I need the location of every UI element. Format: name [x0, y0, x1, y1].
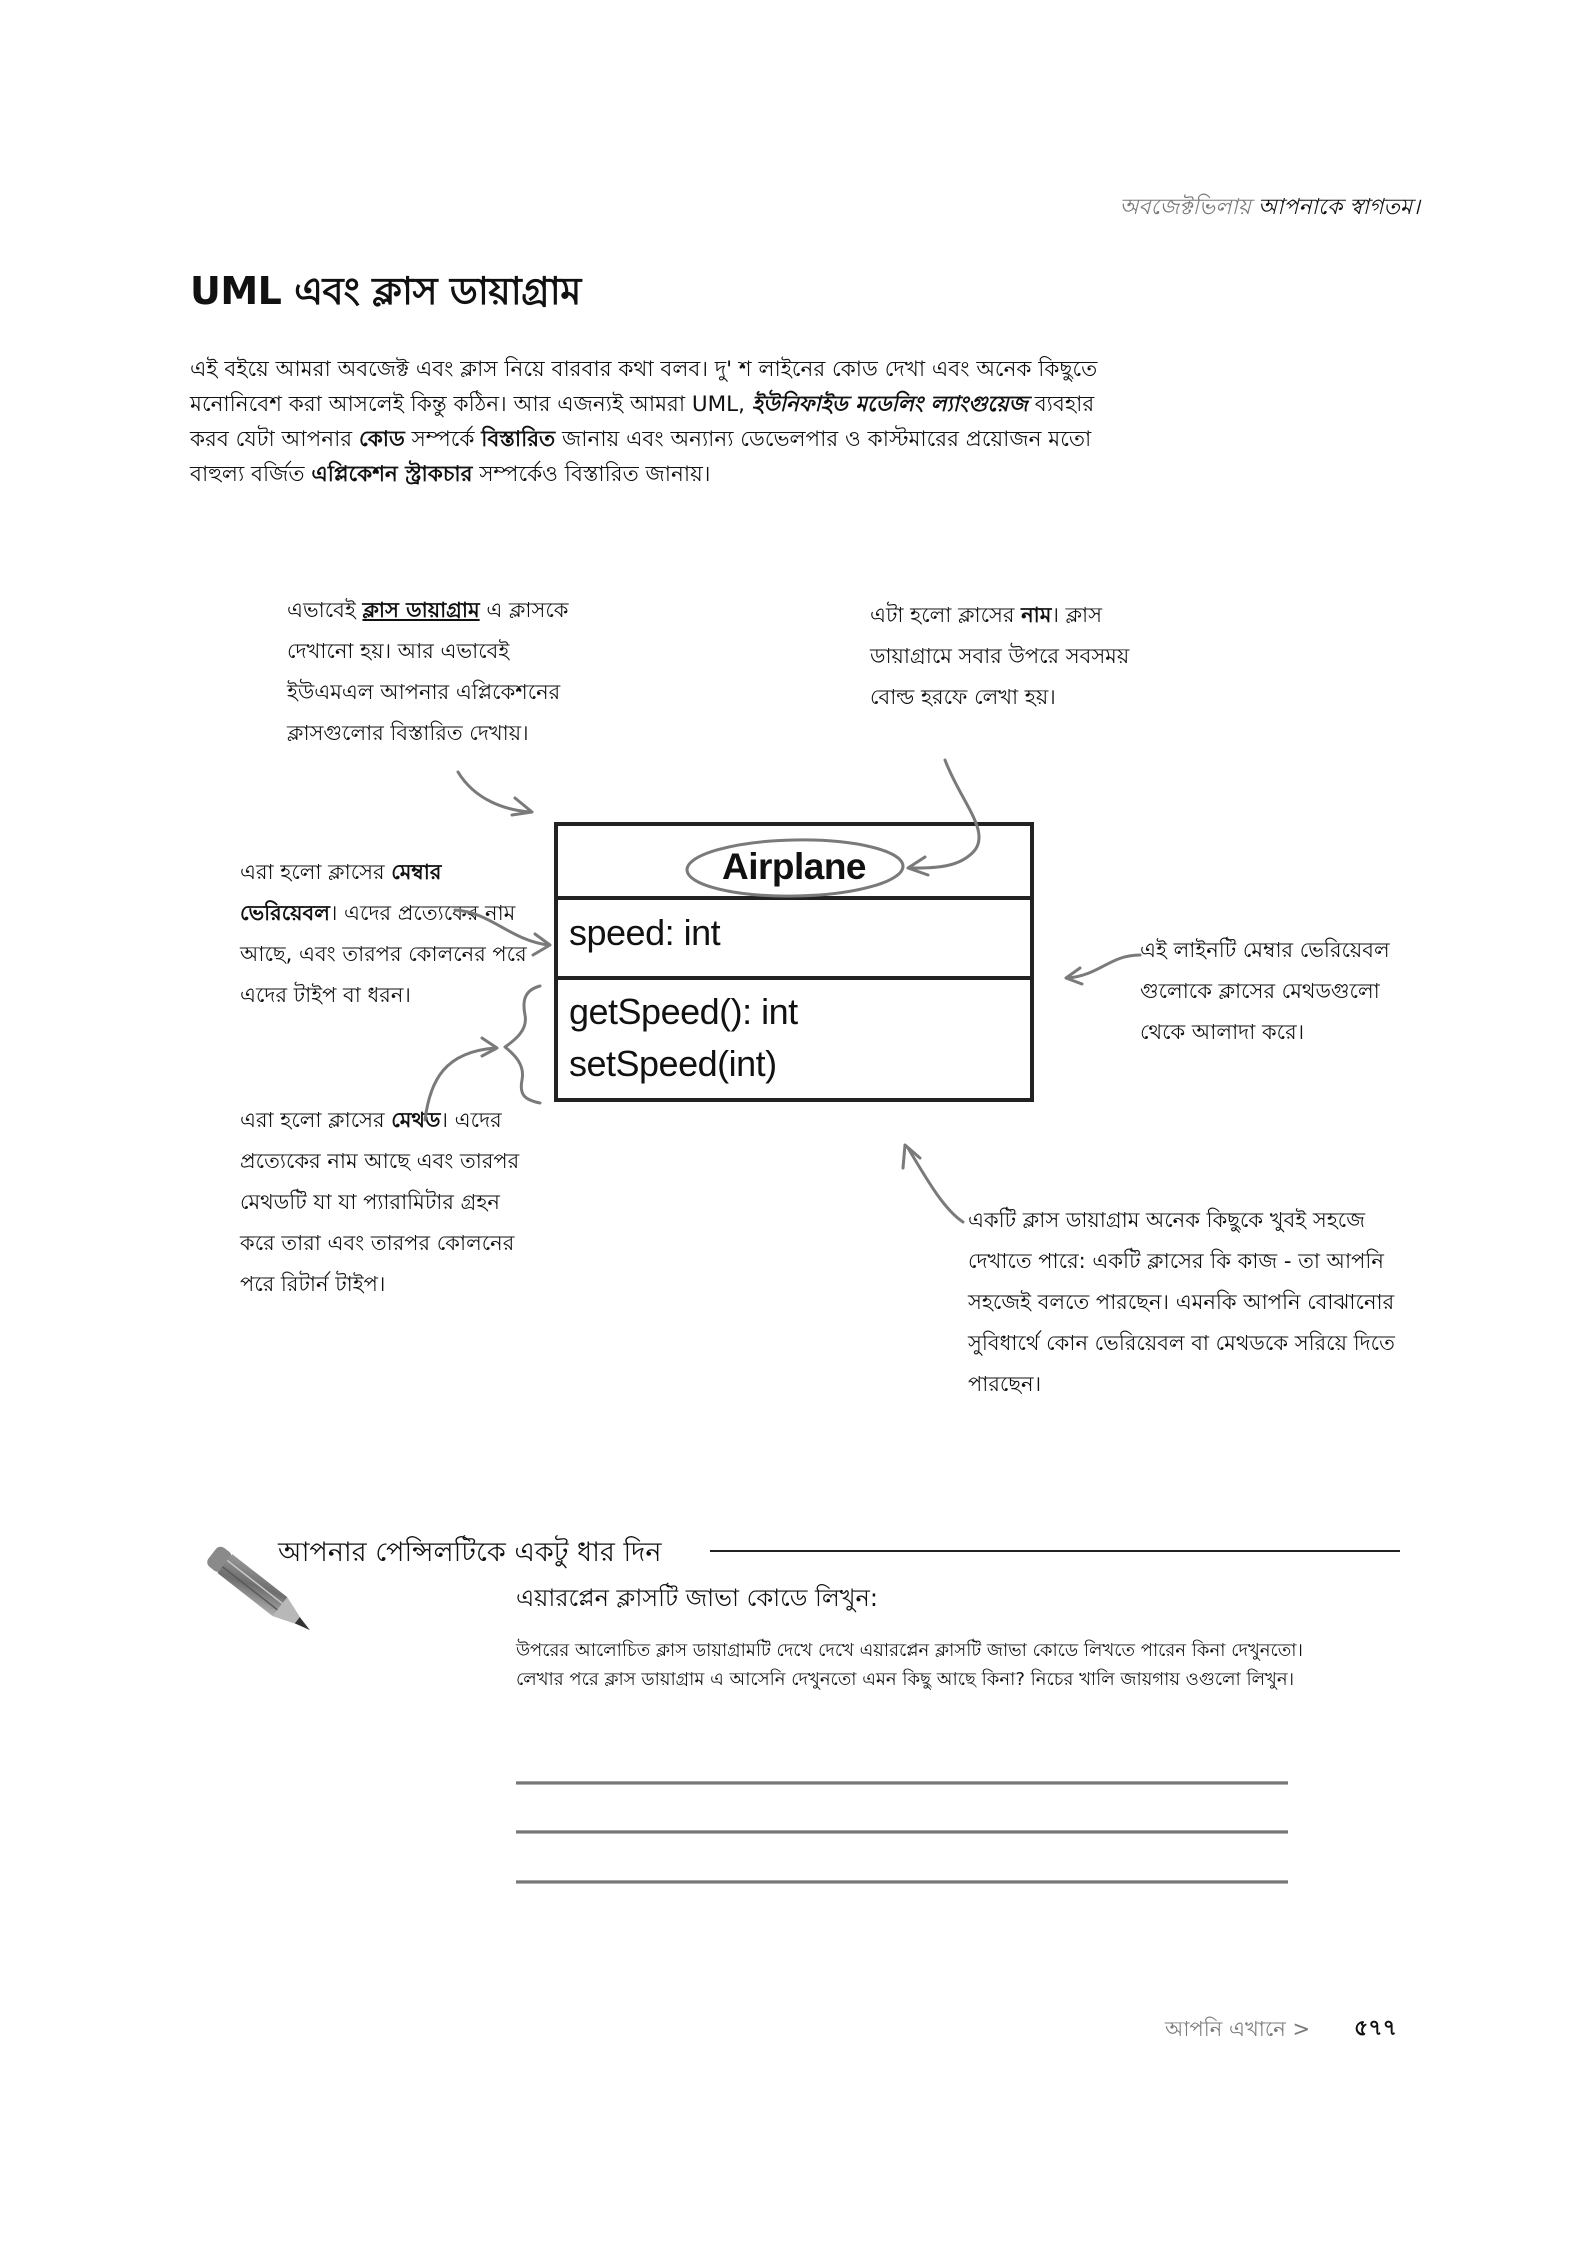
running-head [1000, 190, 1420, 227]
uml-class-name: Airplane [721, 846, 867, 887]
intro-text: সম্পর্কে [404, 427, 482, 452]
uml-method: setSpeed(int) [569, 1043, 777, 1084]
arrowhead-methods [482, 1038, 497, 1056]
uml-name-compartment [558, 826, 1030, 900]
uml-method: getSpeed(): int [569, 991, 798, 1032]
note-text: এভাবেই [287, 598, 363, 622]
page-title: UML এবং ক্লাস ডায়াগ্রাম [190, 269, 581, 313]
note-text: এ ক্লাসকে দেখানো হয়। আর এভাবেই ইউএমএল আপনার এপ্লিকেশনের ক্লাসগুলোর বিস্তারিত দেখায়। [287, 598, 569, 745]
answer-line[interactable] [516, 1830, 1288, 1834]
exercise-instructions: উপরের আলোচিত ক্লাস ডায়াগ্রামটি দেখে দেখে এয়ারপ্লেন ক্লাসটি জাভা কোডে লিখতে পারেন কিনা দেখুনতো। লেখার পরে ক্লাস ডায়াগ্রাম এ আসেনি দেখুনতো এমন কিছু আছে কিনা? নিচের খালি জায়গায় ওগুলো লিখুন। [516, 1640, 1303, 1690]
note-text: । এদের প্রত্যেকের নাম আছে এবং তারপর মেথডটি যা যা প্যারামিটার গ্রহন করে তারা এবং তারপর কোলনের পরে রিটার্ন টাইপ। [240, 1108, 520, 1296]
answer-line[interactable] [516, 1880, 1288, 1884]
uml-class-box [554, 822, 1034, 1102]
note-separator-line: এই লাইনটি মেম্বার ভেরিয়েবল গুলোকে ক্লাসের মেথডগুলো থেকে আলাদা করে। [1140, 938, 1390, 1044]
arrow-summary [908, 1148, 963, 1222]
note-text: এরা হলো ক্লাসের [240, 1108, 392, 1132]
intro-bold-detail: বিস্তারিত [481, 427, 556, 452]
note-summary: একটি ক্লাস ডায়াগ্রাম অনেক কিছুকে খুবই সহজে দেখাতে পারে: একটি ক্লাসের কি কাজ - তা আপনি সহজেই বলতে পারছেন। এমনকি আপনি বোঝানোর সুবিধার্থে কোন ভেরিয়েবল বা মেথডকে সরিয়ে দিতে পারছেন। [968, 1208, 1395, 1396]
uml-methods-compartment [558, 980, 1030, 1090]
arrowhead-class-diagram [512, 798, 532, 815]
note-member-variables [240, 852, 540, 1016]
intro-bold-structure: এপ্লিকেশন স্ট্রাকচার [311, 462, 473, 487]
page-number: ৫৭৭ [1354, 2016, 1397, 2041]
footer-breadcrumb: আপনি এখানে > [1165, 2017, 1311, 2041]
note-class-diagram [287, 590, 587, 754]
uml-attributes-compartment [558, 900, 1030, 980]
arrowhead-summary [903, 1145, 920, 1168]
note-emphasis: মেথড [391, 1108, 441, 1132]
intro-text: এই বইয়ে আমরা অবজেক্ট এবং ক্লাস নিয়ে বারবার কথা বলব। দু' শ লাইনের কোড দেখা এবং অনেক কিছুতে মনোনিবেশ করা আসলেই কিন্তু কঠিন। আর এজন্যই আমরা UML, [190, 357, 1098, 417]
intro-paragraph [190, 352, 1110, 492]
exercise-subtitle: এয়ারপ্লেন ক্লাসটি জাভা কোডে লিখুন: [516, 1584, 878, 1612]
answer-line[interactable] [516, 1781, 1288, 1785]
arrow-class-diagram [458, 772, 530, 812]
arrow-separator [1068, 955, 1140, 978]
intro-bold-code: কোড [358, 427, 405, 452]
arrowhead-separator [1066, 968, 1082, 984]
running-head-part1: অবজেক্টভিলায় [1119, 195, 1251, 220]
note-emphasis: মেম্বার ভেরিয়েবল [240, 860, 442, 925]
note-text: এটা হলো ক্লাসের [870, 603, 1022, 627]
intro-emphasis-uml: ইউনিফাইড মডেলিং ল্যাংগুয়েজ [751, 392, 1028, 417]
intro-text: ব্যবহার করব যেটা আপনার [190, 392, 1095, 452]
uml-attribute: speed: int [569, 912, 721, 953]
intro-text: জানায় এবং অন্যান্য ডেভেলপার ও কাস্টমারের প্রয়োজন মতো বাহুল্য বর্জিত [190, 427, 1092, 487]
note-text: । এদের প্রত্যেকের নাম আছে, এবং তারপর কোলনের পরে এদের টাইপ বা ধরন। [240, 901, 527, 1007]
running-head-part2: আপনাকে স্বাগতম। [1257, 195, 1420, 220]
exercise-title-rule [710, 1550, 1400, 1552]
note-emphasis: ক্লাস ডায়াগ্রাম [362, 598, 480, 622]
note-class-name [870, 595, 1150, 718]
intro-text: সম্পর্কেও বিস্তারিত জানায়। [472, 462, 711, 487]
note-methods [240, 1100, 520, 1305]
exercise-title: আপনার পেন্সিলটিকে একটু ধার দিন [278, 1537, 662, 1568]
note-emphasis: নাম [1021, 603, 1052, 627]
note-text: । ক্লাস ডায়াগ্রামে সবার উপরে সবসময় বোল্ড হরফে লেখা হয়। [870, 603, 1130, 709]
note-text: এরা হলো ক্লাসের [240, 860, 392, 884]
